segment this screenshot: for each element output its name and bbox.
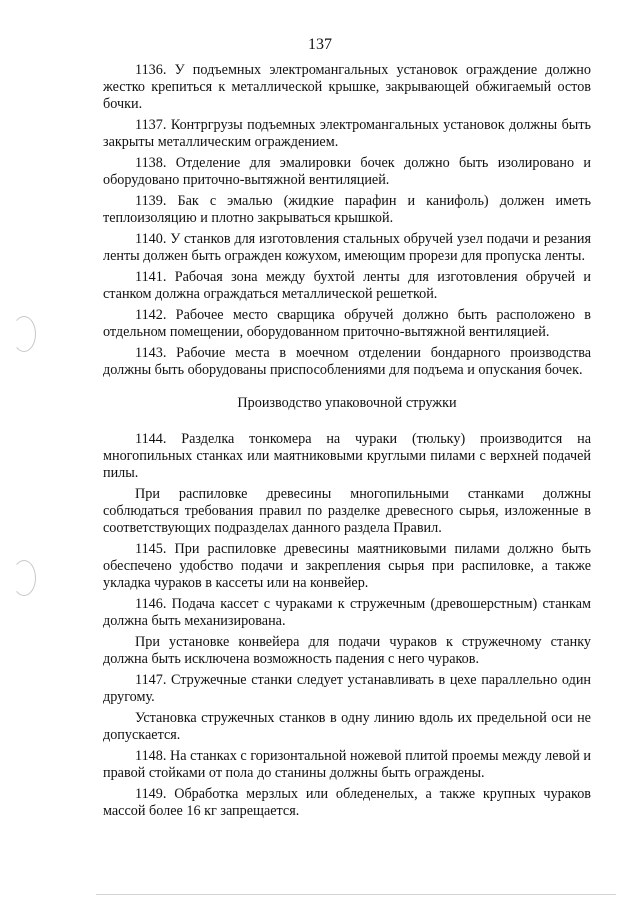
paragraph-1141: 1141. Рабочая зона между бухтой ленты для изготовления обручей и станком должна ограждаться металлической решеткой. (103, 269, 591, 302)
scan-hole-mark (12, 316, 36, 352)
paragraph-1148: 1148. На станках с горизонтальной ножевой плитой проемы между левой и правой стойками от пола до станины должны быть ограждены. (103, 748, 591, 781)
document-body (103, 62, 591, 824)
paragraph-1144-continued: При распиловке древесины многопильными станками должны соблюдаться требования правил по разделке древесного сырья, изложенные в соответствующих подразделах данного раздела Правил. (103, 486, 591, 536)
paragraph-1136: 1136. У подъемных электромангальных установок ограждение должно жестко крепиться к металлической крышке, закрывающей обжигаемый остов бочки. (103, 62, 591, 112)
paragraph-1140: 1140. У станков для изготовления стальных обручей узел подачи и резания ленты должен быть огражден кожухом, имеющим прорези для пропуска ленты. (103, 231, 591, 264)
paragraph-1142: 1142. Рабочее место сварщика обручей должно быть расположено в отдельном помещении, оборудованном приточно-вытяжной вентиляцией. (103, 307, 591, 340)
paragraph-1144: 1144. Разделка тонкомера на чураки (тюльку) производится на многопильных станках или маятниковыми круглыми пилами с верхней подачей пилы. (103, 431, 591, 481)
paragraph-1149: 1149. Обработка мерзлых или обледенелых, а также крупных чураков массой более 16 кг запрещается. (103, 786, 591, 819)
paragraph-1145: 1145. При распиловке древесины маятниковыми пилами должно быть обеспечено удобство подачи и закрепления сырья при распиловке, а также укладка чураков в кассеты или на конвейер. (103, 541, 591, 591)
scan-hole-mark (12, 560, 36, 596)
paragraph-1143: 1143. Рабочие места в моечном отделении бондарного производства должны быть оборудованы приспособлениями для подъема и опускания бочек. (103, 345, 591, 378)
paragraph-1139: 1139. Бак с эмалью (жидкие парафин и канифоль) должен иметь теплоизоляцию и плотно закрываться крышкой. (103, 193, 591, 226)
paragraph-1146: 1146. Подача кассет с чураками к стружечным (древошерстным) станкам должна быть механизирована. (103, 596, 591, 629)
paragraph-1138: 1138. Отделение для эмалировки бочек должно быть изолировано и оборудовано приточно-вытяжной вентиляцией. (103, 155, 591, 188)
page-bottom-edge (96, 894, 616, 895)
paragraph-1146-continued: При установке конвейера для подачи чураков к стружечному станку должна быть исключена возможность падения с него чураков. (103, 634, 591, 667)
page-number: 137 (308, 36, 332, 53)
paragraph-1147-continued: Установка стружечных станков в одну линию вдоль их предельной оси не допускается. (103, 710, 591, 743)
paragraph-1137: 1137. Контргрузы подъемных электромангальных установок должны быть закрыты металлическим ограждением. (103, 117, 591, 150)
paragraph-1147: 1147. Стружечные станки следует устанавливать в цехе параллельно один другому. (103, 672, 591, 705)
section-heading: Производство упаковочной стружки (237, 395, 457, 411)
